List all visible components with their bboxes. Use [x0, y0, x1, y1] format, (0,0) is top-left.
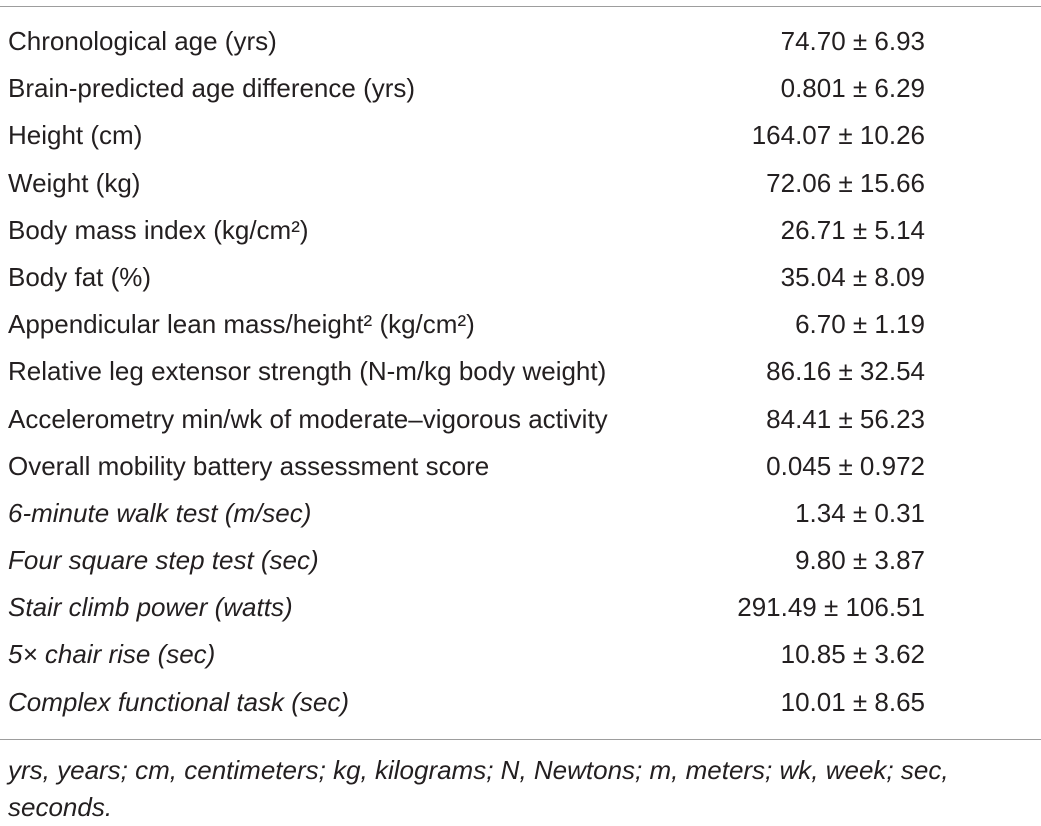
row-label: Overall mobility battery assessment score	[8, 450, 490, 481]
table-row	[0, 160, 1041, 207]
row-value: 72.06 ± 15.66	[766, 167, 925, 198]
table-row	[0, 65, 1041, 112]
row-value: 86.16 ± 32.54	[766, 356, 925, 387]
table-row	[0, 679, 1041, 726]
table-footnote: yrs, years; cm, centimeters; kg, kilograms; N, Newtons; m, meters; wk, week; sec, seconds.	[8, 755, 949, 822]
row-label: Chronological age (yrs)	[8, 26, 277, 56]
row-value: 10.85 ± 3.62	[780, 639, 925, 670]
row-label: Relative leg extensor strength (N-m/kg body weight)	[8, 356, 607, 387]
row-value: 84.41 ± 56.23	[766, 403, 925, 434]
row-value: 6.70 ± 1.19	[795, 309, 925, 340]
table-row	[0, 254, 1041, 301]
row-label: Brain-predicted age difference (yrs)	[8, 73, 416, 104]
row-label: Stair climb power (watts)	[8, 592, 293, 623]
table-row	[0, 396, 1041, 443]
table-body	[0, 18, 1041, 726]
table-bottom-rule	[0, 739, 1041, 740]
row-value: 1.34 ± 0.31	[795, 497, 925, 528]
row-label: Body mass index (kg/cm²)	[8, 214, 309, 245]
table-row	[0, 18, 1041, 65]
row-label: Complex functional task (sec)	[8, 686, 350, 717]
table-row	[0, 631, 1041, 678]
row-label: Accelerometry min/wk of moderate–vigorous activity	[8, 403, 608, 434]
row-label: Weight (kg)	[8, 167, 141, 198]
row-value: 26.71 ± 5.14	[780, 214, 925, 245]
table-row	[0, 112, 1041, 159]
row-value: 164.07 ± 10.26	[751, 120, 925, 151]
table-row	[0, 490, 1041, 537]
table-row	[0, 207, 1041, 254]
row-label: Appendicular lean mass/height² (kg/cm²)	[8, 309, 475, 340]
row-label: 6-minute walk test (m/sec)	[8, 497, 312, 528]
row-value: 74.70 ± 6.93	[780, 26, 925, 56]
table-row	[0, 348, 1041, 395]
row-value: 9.80 ± 3.87	[795, 545, 925, 576]
row-value: 291.49 ± 106.51	[737, 592, 925, 623]
row-value: 35.04 ± 8.09	[780, 261, 925, 292]
row-value: 0.801 ± 6.29	[780, 73, 925, 104]
row-label: Height (cm)	[8, 120, 143, 151]
table-row	[0, 537, 1041, 584]
table-row	[0, 584, 1041, 631]
table-row	[0, 443, 1041, 490]
row-value: 0.045 ± 0.972	[766, 450, 925, 481]
table-top-rule	[0, 6, 1041, 7]
row-label: Body fat (%)	[8, 261, 152, 292]
row-label: Four square step test (sec)	[8, 545, 319, 576]
row-label: 5× chair rise (sec)	[8, 639, 216, 670]
row-value: 10.01 ± 8.65	[780, 686, 925, 717]
table-row	[0, 301, 1041, 348]
